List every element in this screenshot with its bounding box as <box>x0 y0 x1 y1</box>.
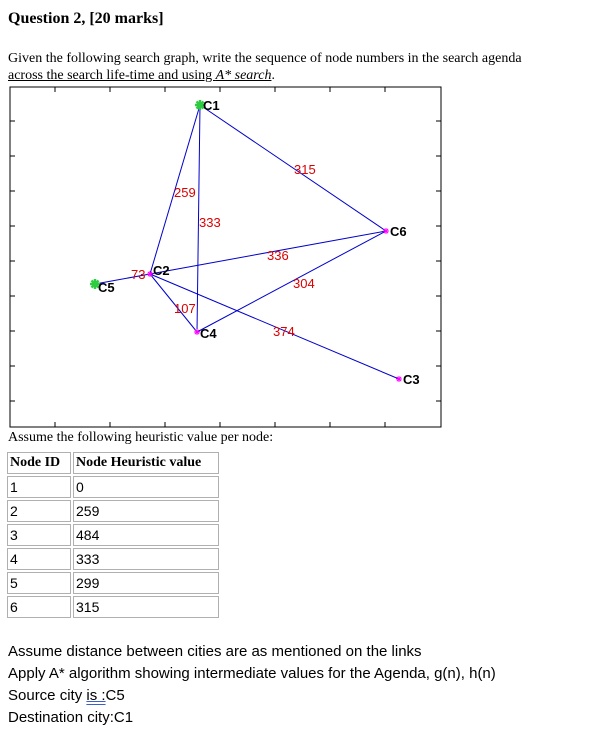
table-row <box>7 476 219 498</box>
cell-heuristic: 484 <box>73 524 219 546</box>
heuristic-intro: Assume the following heuristic value per node: <box>8 430 274 445</box>
intro-astar: A* search <box>215 68 272 83</box>
instruction-line-2: Apply A* algorithm showing intermediate values for the Agenda, g(n), h(n) <box>8 665 496 682</box>
cell-heuristic: 0 <box>73 476 219 498</box>
table-row <box>7 524 219 546</box>
cell-node-id: 5 <box>7 572 71 594</box>
source-label: Source city <box>8 687 87 704</box>
cell-heuristic: 333 <box>73 548 219 570</box>
header-node-id: Node ID <box>7 452 71 474</box>
edge-weight-label: 374 <box>273 324 295 339</box>
intro-line-2 <box>8 67 606 84</box>
cell-node-id: 3 <box>7 524 71 546</box>
edge-weight-label: 107 <box>174 301 196 316</box>
table-row <box>7 596 219 618</box>
plot-frame <box>10 87 441 427</box>
question-intro <box>8 50 606 84</box>
cell-heuristic: 315 <box>73 596 219 618</box>
table-row <box>7 572 219 594</box>
table-row <box>7 548 219 570</box>
destination-city-line <box>8 707 496 729</box>
intro-period: . <box>271 68 275 83</box>
instruction-line-1: Assume distance between cities are as mentioned on the links <box>8 643 422 660</box>
edge-weight-label: 73 <box>131 267 146 282</box>
node-label-c1: C1 <box>203 98 220 113</box>
header-heuristic: Node Heuristic value <box>73 452 219 474</box>
question-title: Question 2, [20 marks] <box>8 10 164 27</box>
destination-value: C1 <box>113 709 134 726</box>
cell-node-id: 2 <box>7 500 71 522</box>
heuristic-table <box>5 450 221 620</box>
edge-weight-label: 259 <box>174 185 196 200</box>
node-label-c3: C3 <box>403 372 420 387</box>
node-label-c4: C4 <box>200 326 217 341</box>
node-label-c6: C6 <box>390 224 407 239</box>
instructions <box>8 641 496 729</box>
node-label-c5: C5 <box>98 280 115 295</box>
cell-node-id: 1 <box>7 476 71 498</box>
cell-node-id: 6 <box>7 596 71 618</box>
edge-weight-label: 336 <box>267 248 289 263</box>
cell-heuristic: 259 <box>73 500 219 522</box>
destination-label: Destination city: <box>8 709 114 726</box>
edge-weight-label: 333 <box>199 215 221 230</box>
cell-heuristic: 299 <box>73 572 219 594</box>
table-row <box>7 500 219 522</box>
intro-line-1: Given the following search graph, write the sequence of node numbers in the search agenda <box>8 51 522 66</box>
table-header-row <box>7 452 219 474</box>
source-is: is : <box>86 687 106 704</box>
node-label-c2: C2 <box>153 263 170 278</box>
edge-weight-label: 315 <box>294 162 316 177</box>
cell-node-id: 4 <box>7 548 71 570</box>
source-value: C5 <box>105 687 125 704</box>
node-marker-c3 <box>396 376 402 382</box>
search-graph <box>0 84 608 429</box>
intro-line-2-text: across the search life-time and using <box>8 68 216 83</box>
edge-weight-label: 304 <box>293 276 315 291</box>
source-city-line <box>8 685 496 707</box>
node-marker-c6 <box>383 228 389 234</box>
